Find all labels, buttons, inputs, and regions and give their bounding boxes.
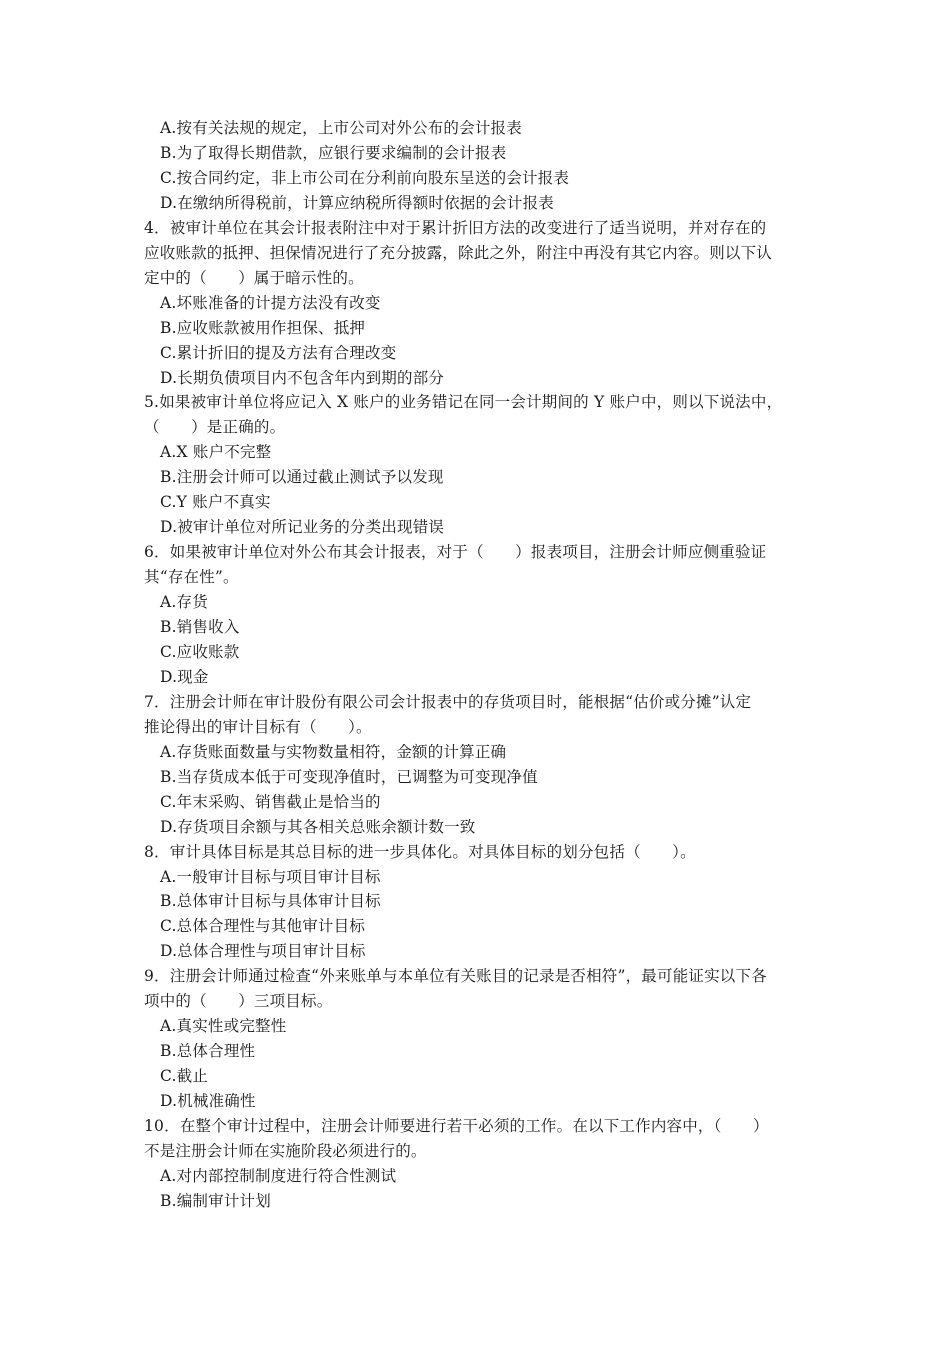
answer-option: B.为了取得长期借款，应银行要求编制的会计报表 (160, 143, 507, 162)
answer-option: A.X 账户不完整 (160, 443, 272, 462)
answer-option: A.按有关法规的规定，上市公司对外公布的会计报表 (160, 119, 522, 137)
question-text: 10．在整个审计过程中，注册会计师要进行若干必须的工作。在以下工作内容中，（ ） (144, 1117, 769, 1135)
answer-option: C.应收账款 (160, 642, 240, 661)
answer-option: D.机械准确性 (160, 1092, 256, 1111)
answer-option: D.被审计单位对所记业务的分类出现错误 (160, 518, 445, 537)
question-text-continued: （ ）是正确的。 (144, 418, 286, 437)
question-text-continued: 推论得出的审计目标有（ ）。 (144, 717, 372, 736)
question-text-continued: 不是注册会计师在实施阶段必须进行的。 (144, 1141, 427, 1160)
answer-option: B.总体审计目标与具体审计目标 (160, 892, 381, 911)
question-text-continued: 定中的（ ）属于暗示性的。 (144, 268, 364, 287)
answer-option: B.总体合理性 (160, 1042, 256, 1061)
answer-option: C.总体合理性与其他审计目标 (160, 917, 366, 936)
answer-option: D.现金 (160, 667, 209, 686)
answer-option: A.一般审计目标与项目审计目标 (160, 867, 381, 886)
answer-option: C.Y 账户不真实 (160, 493, 271, 512)
question-text: 8．审计具体目标是其总目标的进一步具体化。对具体目标的划分包括（ ）。 (144, 842, 696, 861)
answer-option: A.存货账面数量与实物数量相符，金额的计算正确 (160, 742, 507, 761)
answer-option: D.存货项目余额与其各相关总账余额计数一致 (160, 817, 476, 836)
answer-option: B.销售收入 (160, 618, 240, 636)
answer-option: C.累计折旧的提及方法有合理改变 (160, 343, 397, 362)
answer-option: B.应收账款被用作担保、抵押 (160, 318, 366, 337)
question-text: 7．注册会计师在审计股份有限公司会计报表中的存货项目时，能根据“估价或分摊”认定 (144, 692, 752, 711)
question-text: 9．注册会计师通过检查“外来账单与本单位有关账目的记录是否相符”，最可能证实以下各 (144, 967, 767, 986)
answer-option: A.真实性或完整性 (160, 1017, 287, 1036)
question-text-continued: 其“存在性”。 (144, 568, 239, 587)
question-text: 6．如果被审计单位对外公布其会计报表，对于（ ）报表项目，注册会计师应侧重验证 (144, 543, 767, 562)
question-text: 4．被审计单位在其会计报表附注中对于累计折旧方法的改变进行了适当说明，并对存在的 (144, 218, 767, 237)
answer-option: A.存货 (160, 593, 208, 612)
answer-option: D.长期负债项目内不包含年内到期的部分 (160, 368, 445, 387)
answer-option: A.坏账准备的计提方法没有改变 (160, 293, 381, 312)
answer-option: C.年末采购、销售截止是恰当的 (160, 792, 381, 811)
answer-option: B.编制审计计划 (160, 1191, 271, 1210)
question-text-continued: 项中的（ ）三项目标。 (144, 992, 333, 1011)
answer-option: A.对内部控制制度进行符合性测试 (160, 1166, 397, 1185)
answer-option: B.注册会计师可以通过截止测试予以发现 (160, 468, 444, 487)
answer-option: D.在缴纳所得税前，计算应纳税所得额时依据的会计报表 (160, 193, 555, 212)
question-text: 5.如果被审计单位将应记入 X 账户的业务错记在同一会计期间的 Y 账户中，则以下说法中， (144, 393, 783, 412)
answer-option: D.总体合理性与项目审计目标 (160, 942, 366, 961)
answer-option: B.当存货成本低于可变现净值时，已调整为可变现净值 (160, 767, 538, 786)
answer-option: C.截止 (160, 1067, 209, 1086)
question-text-continued: 应收账款的抵押、担保情况进行了充分披露，除此之外，附注中再没有其它内容。则以下认 (144, 243, 773, 262)
answer-option: C.按合同约定，非上市公司在分利前向股东呈送的会计报表 (160, 168, 570, 187)
